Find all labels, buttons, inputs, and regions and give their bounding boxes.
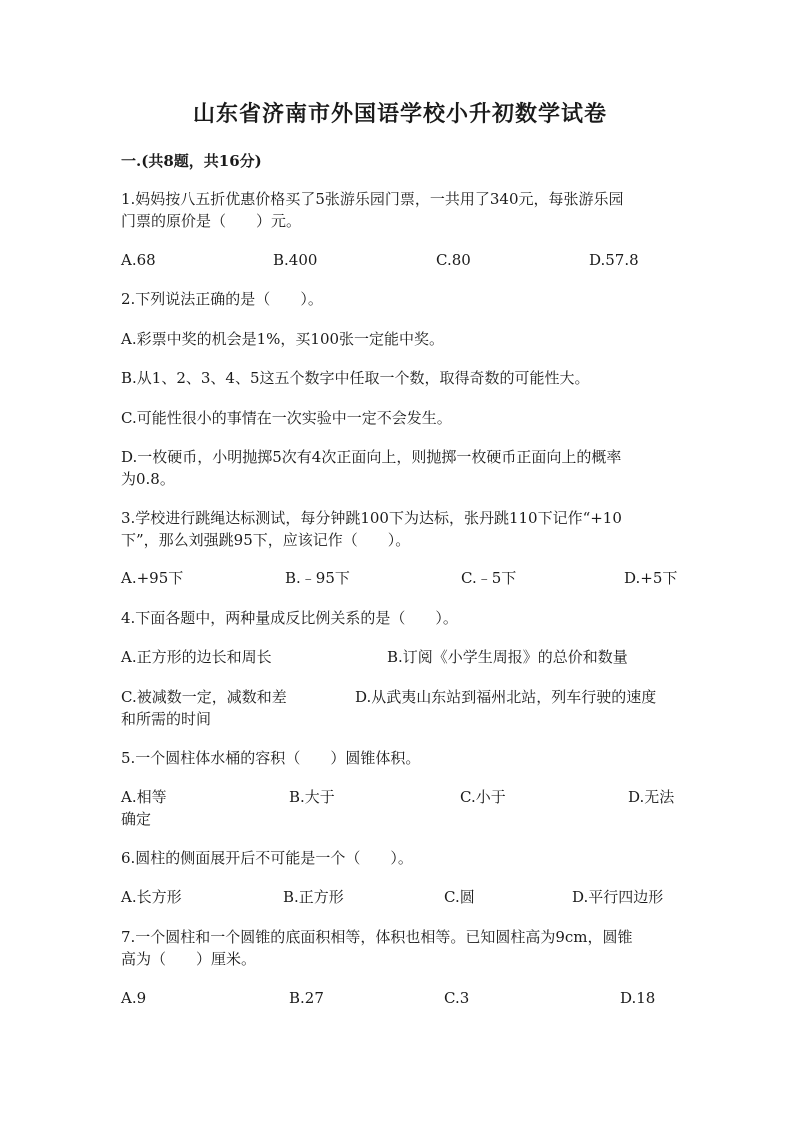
q3-option-c: C.﹣5下 (461, 569, 517, 587)
q2-option-a: A.彩票中奖的机会是1%，买100张一定能中奖。 (121, 330, 445, 348)
q6-stem: 6.圆柱的侧面展开后不可能是一个（ ）。 (121, 849, 413, 867)
q1-option-c: C.80 (436, 251, 471, 269)
q6-option-a: A.长方形 (121, 888, 182, 906)
q1-stem-line1: 1.妈妈按八五折优惠价格买了5张游乐园门票，一共用了340元，每张游乐园 (121, 190, 624, 208)
q3-stem-line2: 下”，那么刘强跳95下，应该记作（ ）。 (121, 531, 411, 549)
q6-option-d: D.平行四边形 (572, 888, 664, 906)
q3-option-d: D.+5下 (624, 569, 678, 587)
q4-option-a: A.正方形的边长和周长 (121, 648, 272, 666)
q5-option-d-wrap: 确定 (121, 810, 152, 828)
q7-stem-line1: 7.一个圆柱和一个圆锥的底面积相等，体积也相等。已知圆柱高为9cm，圆锥 (121, 928, 633, 946)
q7-option-d: D.18 (620, 989, 656, 1007)
q4-option-d-line1: D.从武夷山东站到福州北站，列车行驶的速度 (355, 688, 657, 706)
q5-option-b: B.大于 (289, 788, 335, 806)
q7-option-b: B.27 (289, 989, 324, 1007)
q5-option-d: D.无法 (628, 788, 675, 806)
q6-option-c: C.圆 (444, 888, 475, 906)
q2-option-d-line2: 为0.8。 (121, 470, 175, 488)
q4-option-d-line2: 和所需的时间 (121, 710, 212, 728)
q3-stem-line1: 3.学校进行跳绳达标测试，每分钟跳100下为达标，张丹跳110下记作“+10 (121, 509, 622, 527)
q1-option-d: D.57.8 (589, 251, 639, 269)
q2-stem: 2.下列说法正确的是（ ）。 (121, 290, 323, 308)
q2-option-b: B.从1、2、3、4、5这五个数字中任取一个数，取得奇数的可能性大。 (121, 369, 590, 387)
q3-option-b: B.﹣95下 (285, 569, 350, 587)
section-heading: 一.(共8题，共16分) (121, 152, 262, 170)
q6-option-b: B.正方形 (283, 888, 344, 906)
q4-option-c: C.被减数一定，减数和差 (121, 688, 287, 706)
q1-option-a: A.68 (121, 251, 156, 269)
q2-option-c: C.可能性很小的事情在一次实验中一定不会发生。 (121, 409, 452, 427)
page-title: 山东省济南市外国语学校小升初数学试卷 (192, 101, 607, 127)
q1-option-b: B.400 (273, 251, 318, 269)
q4-option-b: B.订阅《小学生周报》的总价和数量 (387, 648, 628, 666)
q5-option-a: A.相等 (121, 788, 167, 806)
q5-stem: 5.一个圆柱体水桶的容积（ ）圆锥体积。 (121, 749, 421, 767)
q4-stem: 4.下面各题中，两种量成反比例关系的是（ ）。 (121, 609, 458, 627)
q7-option-c: C.3 (444, 989, 470, 1007)
q7-option-a: A.9 (121, 989, 147, 1007)
q1-stem-line2: 门票的原价是（ ）元。 (121, 212, 302, 230)
q2-option-d-line1: D.一枚硬币，小明抛掷5次有4次正面向上，则抛掷一枚硬币正面向上的概率 (121, 448, 622, 466)
q5-option-c: C.小于 (460, 788, 506, 806)
q7-stem-line2: 高为（ ）厘米。 (121, 950, 257, 968)
q3-option-a: A.+95下 (121, 569, 184, 587)
